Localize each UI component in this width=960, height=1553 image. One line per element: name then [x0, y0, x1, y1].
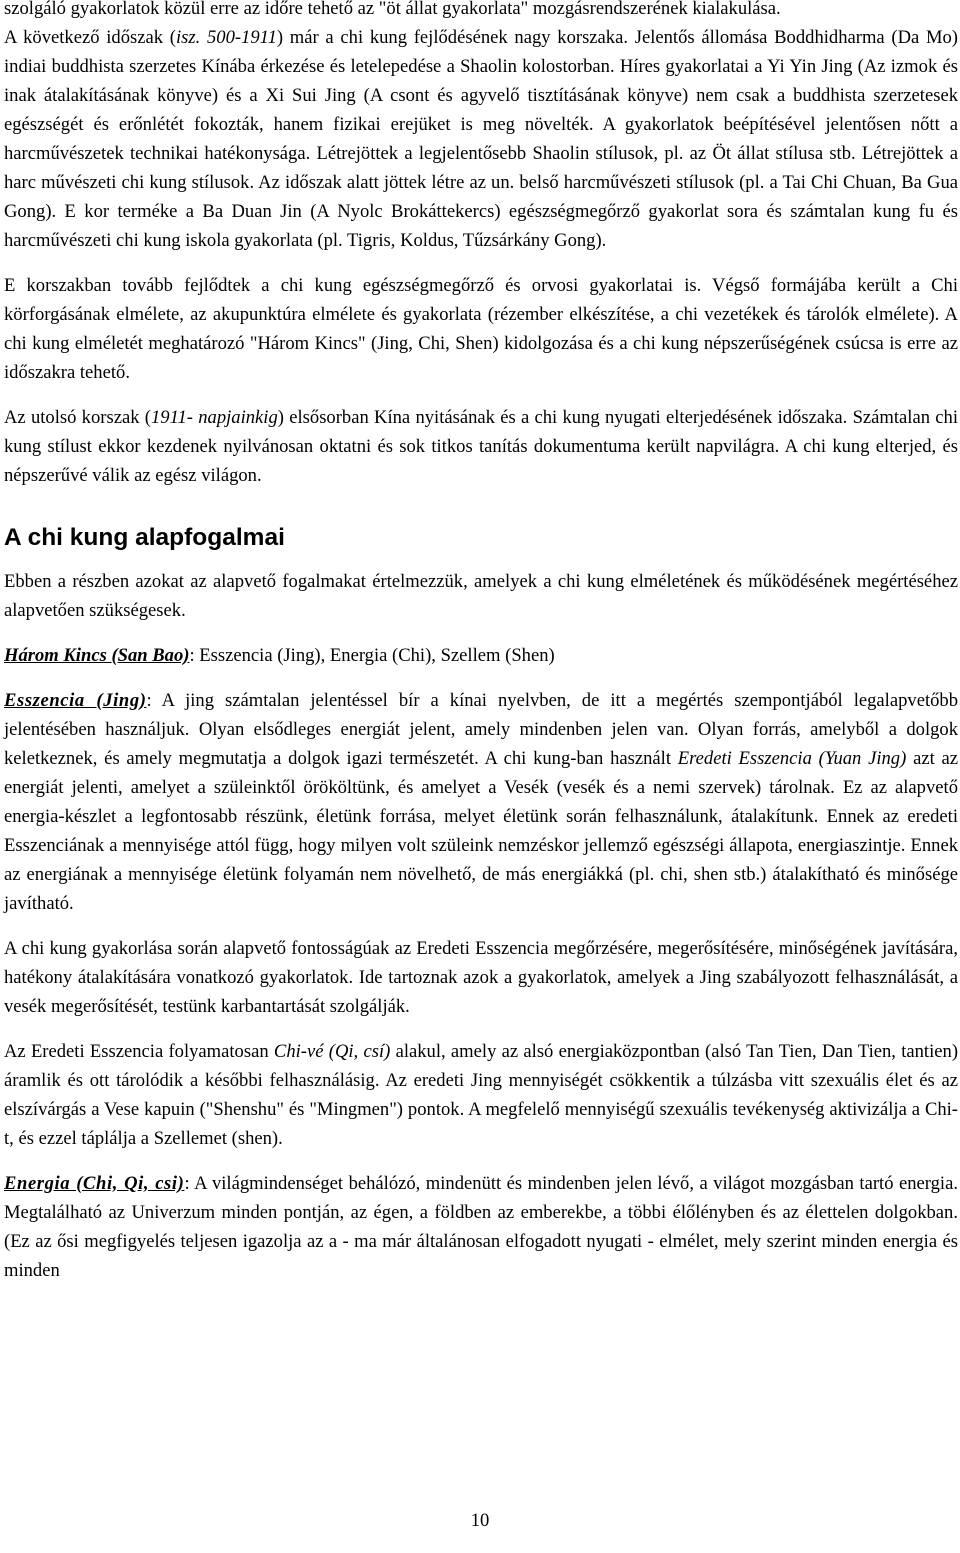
paragraph-last-era	[4, 403, 958, 490]
essence-text-a: : A jing számtalan jelentéssel bír a kínai nyelvben, de itt a megértés szempontjából legalapvetőbb jelentésében használjuk. Olyan elsődleges energiát jelent, amely mindenben jelen van. Olyan forrás, amelyből a dolgok keletkeznek, és amely megmutatja a dolgok igazi természetét. A chi kung-ban használt	[4, 690, 959, 769]
term-essence: Esszencia (Jing)	[4, 690, 147, 711]
paragraph-health-practices: E korszakban tovább fejlődtek a chi kung egészségmegőrző és orvosi gyakorlatai is. Végső formájába került a Chi körforgásának elmélete, az akupunktúra elmélete és gyakorlata (rézember elkészítése, a chi vezetékek és tárolók elmélete). A chi kung elméletét meghatározó "Három Kincs" (Jing, Chi, Shen) kidolgozása és a chi kung népszerűségének csúcsa is erre az időszakra tehető.	[4, 275, 958, 383]
paragraph-last-era-a: Az utolsó korszak (	[4, 407, 151, 428]
paragraph-practice: A chi kung gyakorlása során alapvető fontosságúak az Eredeti Esszencia megőrzésére, megerősítésére, minőségének javítására, hatékony átalakítására vonatkozó gyakorlatok. Ide tartoznak azok a gyakorlatok, amelyek a Jing szabályozott felhasználását, a vesék megerősítését, testünk karbantartását szolgálják.	[4, 938, 958, 1017]
paragraph-middle-era-c: ) már a chi kung fejlődésének nagy korszaka. Jelentős állomása Boddhidharma (Da Mo) indiai buddhista szerzetes Kínába érkezése és letelepedése a Shaolin kolostorban. Híres gyakorlatai a Yi Yin Jing (Az izmok és inak átalakításának könyve) és a Xi Sui Jing (A csont és agyvelő tisztításának könyve) nem csak a buddhista szerzetesek egészségét és erőnlétét fokozták, hanem fizikai erejüket is meg növelték. A gyakorlatok beépítésével jelentősen nőtt a harcművészetek technikai hatékonysága. Létrejöttek a legjelentősebb Shaolin stílusok, pl. az Öt állat stílusa stb. Létrejöttek a harc művészeti chi kung stílusok. Az időszak alatt jöttek létre az un. belső harcművészeti stílusok (pl. a Tai Chi Chuan, Ba Gua Gong). E kor terméke a Ba Duan Jin (A Nyolc Brokáttekercs) egészségmegőrző gyakorlat sora és számtalan kung fu és harcművészeti chi kung iskola gyakorlata (pl. Tigris, Koldus, Tűzsárkány Gong).	[4, 27, 958, 251]
term-three-treasures: Három Kincs (San Bao)	[4, 645, 190, 666]
essence-text-c: azt az energiát jelenti, amelyet a szüleinktől örököltünk, és amelyet a Vesék (vesék és a nemi szervek) tárolnak. Ez az alapvető energia-készlet a legfontosabb részünk, életünk forrása, melyet életünk során felhasználunk, átalakítunk. Ennek az eredeti Esszenciának a mennyisége attól függ, hogy milyen volt szüleink nemzéskor jellemző egészségi állapota, energiaszintje. Ennek az energiának a mennyisége életünk folyamán nem növelhető, de más energiákká (pl. chi, shen stb.) átalakítható és minősége javítható.	[4, 748, 958, 914]
chi-italic: Chi-vé (Qi, csí)	[273, 1041, 391, 1062]
paragraph-intro: Ebben a részben azokat az alapvető fogalmakat értelmezzük, amelyek a chi kung elméletének és működésének megértéséhez alapvetően szükségesek.	[4, 571, 958, 621]
original-essence-italic: Eredeti Esszencia (Yuan Jing)	[677, 748, 907, 769]
paragraph-flow	[4, 1037, 958, 1153]
paragraph-last-era-c: ) elsősorban Kína nyitásának és a chi kung nyugati elterjedésének időszaka. Számtalan chi kung stílust ekkor kezdenek nyilvánosan oktatni és sok titkos tanítás dokumentuma került napvilágra. A chi kung elterjed, és népszerűvé válik az egész világon.	[4, 407, 958, 486]
paragraph-five-animals: szolgáló gyakorlatok közül erre az időre tehető az "öt állat gyakorlata" mozgásrendszerének kialakulása.	[4, 0, 781, 19]
energy-text: : A világmindenséget behálózó, mindenütt és mindenben jelen lévő, a világot mozgásban tartó energia. Megtalálható az Univerzum minden pontján, az égen, a földben az emberekbe, a többi élőlényben és az élettelen dolgokban. (Ez az ősi megfigyelés teljesen igazolja az a - ma már általánosan elfogadott nyugati - elmélet, mely szerint minden energia és minden	[4, 1173, 958, 1281]
flow-text-a: Az Eredeti Esszencia folyamatosan	[4, 1041, 274, 1062]
paragraph-three-treasures	[4, 641, 958, 670]
last-era-date-italic: 1911- napjainkig	[150, 407, 278, 428]
page-number: 10	[470, 1510, 490, 1531]
paragraph-energy	[4, 1169, 958, 1285]
section-heading: A chi kung alapfogalmai	[4, 524, 285, 551]
paragraph-middle-era-a: A következő időszak (	[4, 27, 176, 48]
era-date-italic: isz. 500-1911	[175, 27, 277, 48]
paragraph-essence	[4, 686, 958, 918]
three-treasures-text: : Esszencia (Jing), Energia (Chi), Szellem (Shen)	[189, 645, 555, 666]
term-energy: Energia (Chi, Qi, csi)	[4, 1173, 185, 1194]
flow-text-c: alakul, amely az alsó energiaközpontban (alsó Tan Tien, Dan Tien, tantien) áramlik és ott tárolódik a későbbi felhasználásig. Az eredeti Jing mennyiségét csökkentik a túlzásba vitt szexuális élet és az elszívárgás a Vese kapuin ("Shenshu" és "Mingmen") pontok. A megfelelő mennyiségű szexuális tevékenység aktivizálja a Chi-t, és ezzel táplálja a Szellemet (shen).	[4, 1041, 959, 1149]
paragraph-middle-era	[4, 23, 958, 255]
document-page	[4, 0, 958, 1285]
